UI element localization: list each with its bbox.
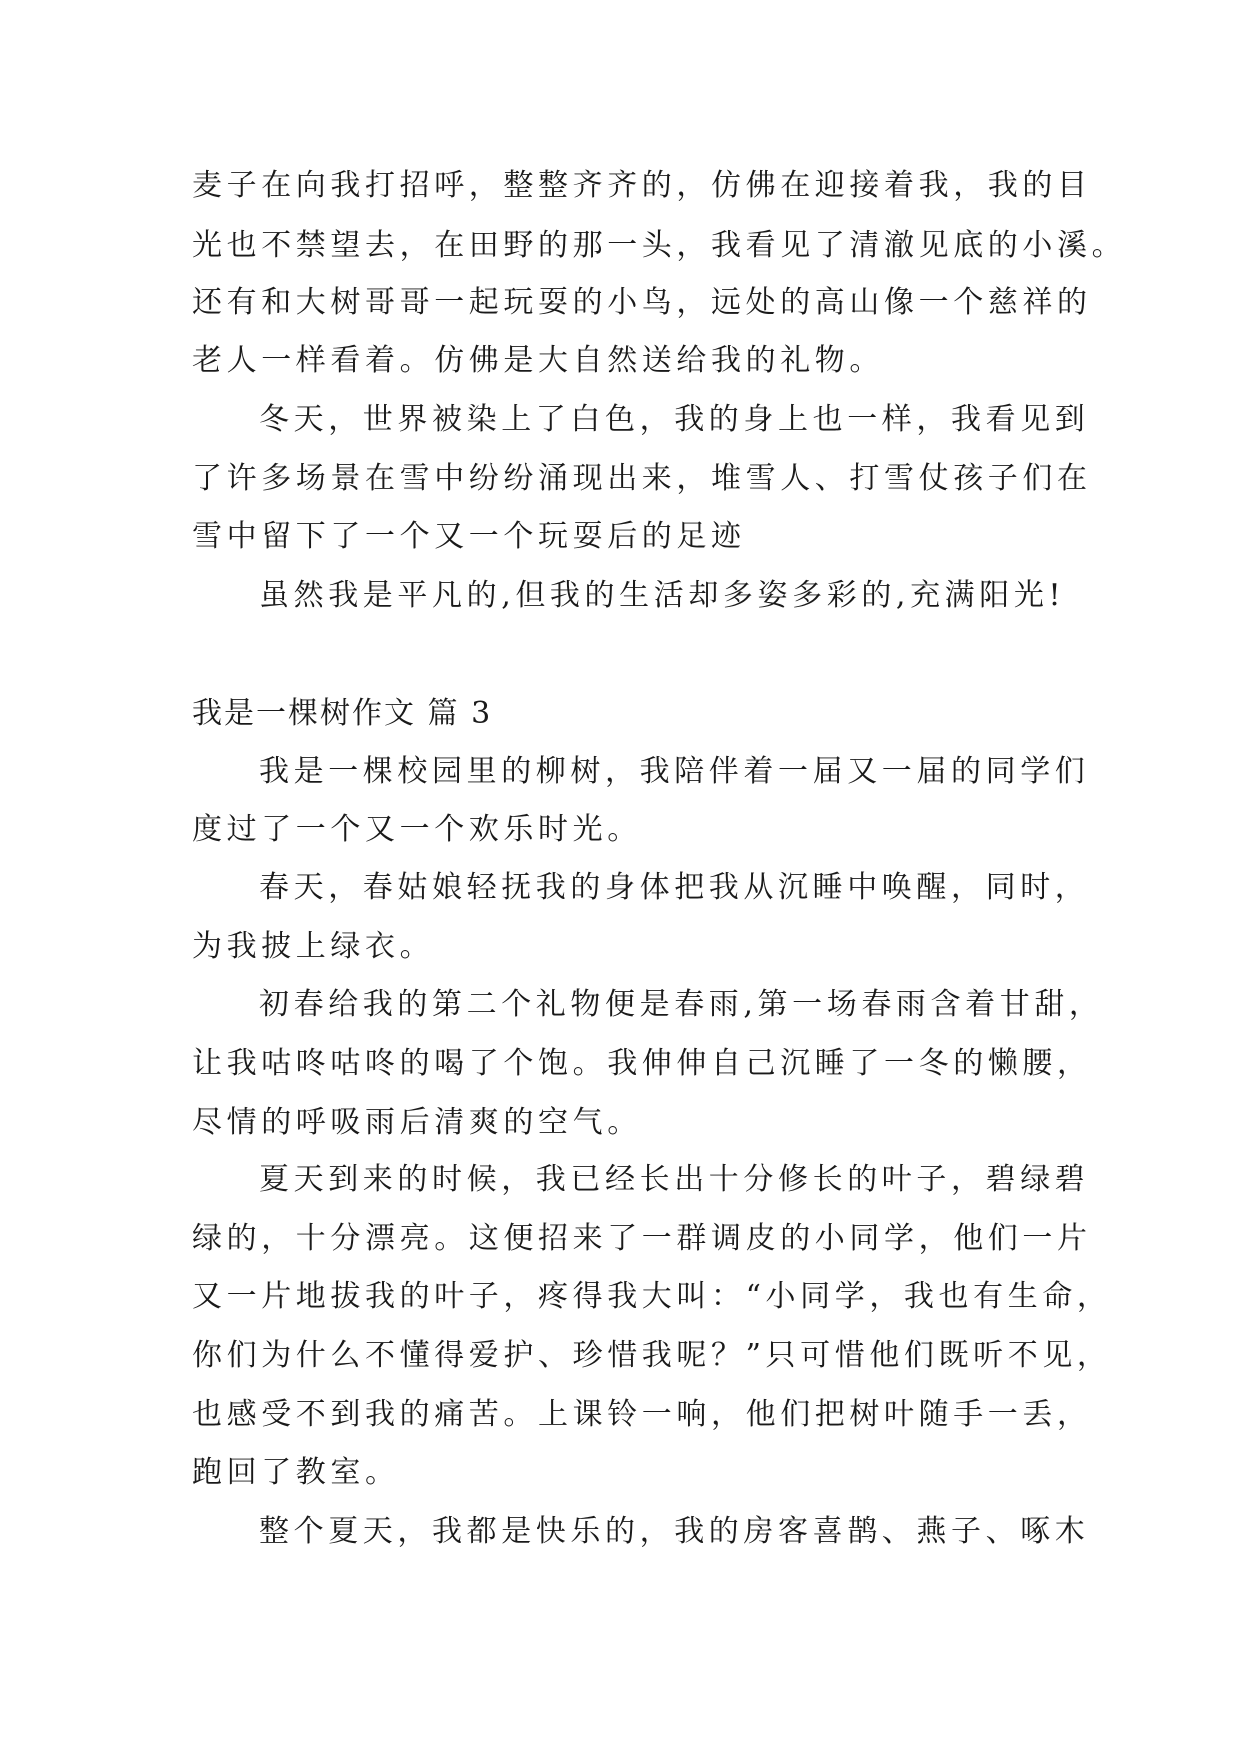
paragraph-line: 冬天，世界被染上了白色，我的身上也一样，我看见到	[259, 402, 1090, 437]
paragraph-line: 春天，春姑娘轻抚我的身体把我从沉睡中唤醒，同时，	[259, 870, 1090, 905]
paragraph-line: 初春给我的第二个礼物便是春雨,第一场春雨含着甘甜，	[259, 987, 1104, 1022]
section-heading: 我是一棵树作文 篇 3	[192, 696, 493, 731]
paragraph-line: 也感受不到我的痛苦。上课铃一响，他们把树叶随手一丢，	[192, 1397, 1092, 1432]
paragraph-line: 老人一样看着。仿佛是大自然送给我的礼物。	[192, 343, 884, 378]
paragraph-line: 尽情的呼吸雨后清爽的空气。	[192, 1105, 642, 1140]
paragraph-line: 还有和大树哥哥一起玩耍的小鸟，远处的高山像一个慈祥的	[192, 285, 1092, 320]
paragraph-line: 整个夏天，我都是快乐的，我的房客喜鹊、燕子、啄木	[259, 1514, 1090, 1549]
paragraph-line: 雪中留下了一个又一个玩耍后的足迹	[192, 519, 746, 554]
paragraph-line: 度过了一个又一个欢乐时光。	[192, 812, 642, 847]
paragraph-line: 麦子在向我打招呼，整整齐齐的，仿佛在迎接着我，我的目	[192, 168, 1092, 203]
paragraph-line: 绿的，十分漂亮。这便招来了一群调皮的小同学，他们一片	[192, 1221, 1092, 1256]
paragraph-line: 你们为什么不懂得爱护、珍惜我呢？”只可惜他们既听不见，	[192, 1338, 1112, 1373]
paragraph-line: 跑回了教室。	[192, 1455, 400, 1490]
paragraph-line: 了许多场景在雪中纷纷涌现出来，堆雪人、打雪仗孩子们在	[192, 461, 1092, 496]
paragraph-line: 又一片地拔我的叶子，疼得我大叫：“小同学，我也有生命，	[192, 1279, 1112, 1314]
paragraph-line: 虽然我是平凡的,但我的生活却多姿多彩的,充满阳光!	[259, 578, 1066, 613]
paragraph-line: 让我咕咚咕咚的喝了个饱。我伸伸自己沉睡了一冬的懒腰，	[192, 1046, 1092, 1081]
paragraph-line: 我是一棵校园里的柳树，我陪伴着一届又一届的同学们	[259, 754, 1090, 789]
paragraph-line: 夏天到来的时候，我已经长出十分修长的叶子，碧绿碧	[259, 1162, 1090, 1197]
paragraph-line: 光也不禁望去，在田野的那一头，我看见了清澈见底的小溪。	[192, 228, 1127, 263]
paragraph-line: 为我披上绿衣。	[192, 929, 435, 964]
